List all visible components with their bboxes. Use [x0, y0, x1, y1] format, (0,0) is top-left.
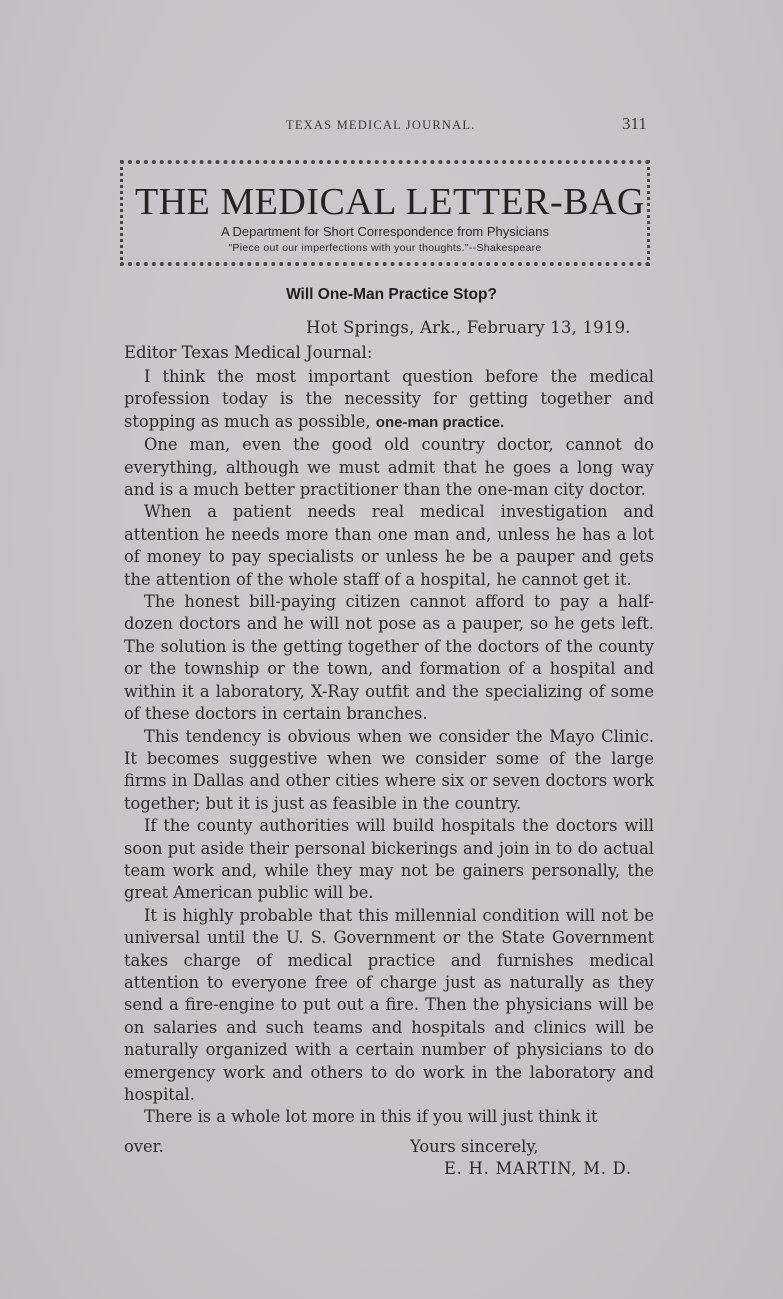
paragraph: There is a whole lot more in this if you will just think it	[144, 1107, 598, 1127]
paragraph	[124, 366, 654, 434]
department-subtitle: A Department for Short Correspondence from Physicians	[220, 224, 550, 239]
page-number: 311	[622, 114, 647, 133]
paragraph: If the county authorities will build hospitals the doctors will soon put aside their personal bickerings and join in to do actual team work and, while they may not be gainers personally, the great American public will be.	[124, 816, 654, 903]
closing: Yours sincerely,	[410, 1137, 539, 1156]
paragraph: One man, even the good old country doctor, cannot do everything, although we must admit that he goes a long way and is a much better practitioner than the one-man city doctor.	[124, 435, 654, 500]
letter-body	[124, 366, 654, 1129]
article-title: Will One-Man Practice Stop?	[286, 286, 497, 303]
department-quote: "Piece out our imperfections with your thoughts."--Shakespeare	[228, 242, 542, 254]
paragraph: It is highly probable that this millennial condition will not be universal until the U. S. Government or the State Government takes charge of medical practice and furnishes medical attention to everyone free of charge just as naturally as they send a fire-engine to put out a fire. Then the physicians will be on salaries and such teams and hospitals and clinics will be naturally organized with a certain number of physicians to do emergency work and others to do work in the laboratory and hospital.	[124, 905, 654, 1104]
running-head: TEXAS MEDICAL JOURNAL.	[286, 118, 476, 132]
salutation: Editor Texas Medical Journal:	[124, 343, 373, 362]
signature: E. H. MARTIN, M. D.	[444, 1159, 632, 1178]
paragraph: This tendency is obvious when we consider the Mayo Clinic. It becomes suggestive when we consider some of the large firms in Dallas and other cities where six or seven doctors work together; but it is just as feasible in the country.	[124, 726, 654, 813]
paragraph-lead: I think the most important question before the medical profession today is the necessity for getting together and stopping as much as possible,	[124, 367, 654, 431]
emphasized-phrase: one-man practice.	[375, 413, 505, 431]
department-banner	[120, 160, 650, 266]
dateline: Hot Springs, Ark., February 13, 1919.	[306, 318, 631, 337]
paragraph: The honest bill-paying citizen cannot afford to pay a half-dozen doctors and he will not pose as a pauper, so he gets left. The solution is the getting together of the doctors of the county or the township or the town, and formation of a hospital and within it a laboratory, X-Ray outfit and the specializing of some of these doctors in certain branches.	[124, 592, 654, 724]
paragraph: When a patient needs real medical investigation and attention he needs more than one man and, unless he has a lot of money to pay specialists or unless he be a pauper and gets the attention of the whole staff of a hospital, he cannot get it.	[124, 502, 654, 589]
department-title: THE MEDICAL LETTER-BAG	[135, 181, 645, 223]
closing-over: over.	[124, 1137, 164, 1156]
